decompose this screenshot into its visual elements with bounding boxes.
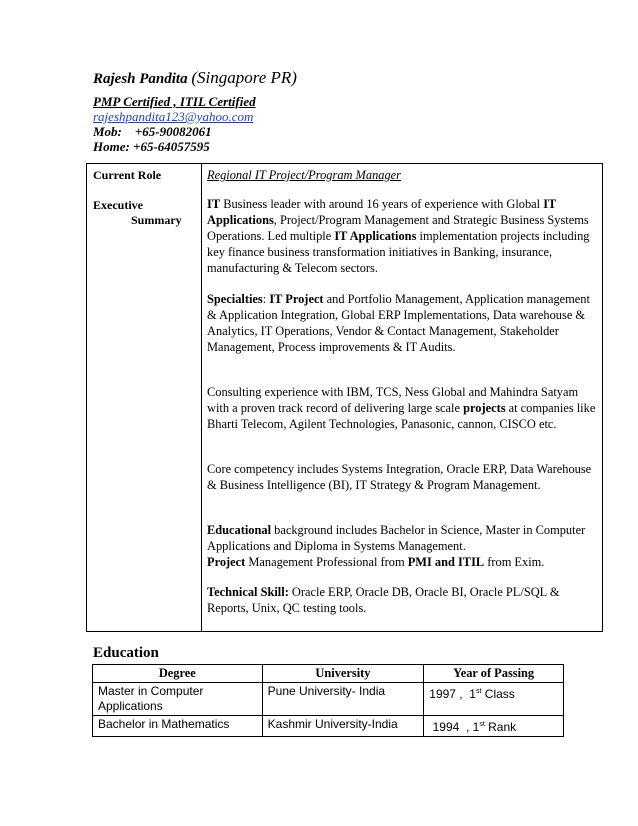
degree-header: Degree (93, 665, 263, 683)
current-role-value: Regional IT Project/Program Manager (207, 168, 401, 182)
certifications: PMP Certified , ITIL Certified (93, 94, 256, 109)
educational-paragraph: Educational background includes Bachelor in Science, Master in Computer Applications and Diploma in Systems Management. Project Management Professional from PMI and ITIL from Exim. (207, 523, 586, 569)
summary-divider (201, 163, 202, 632)
email-link[interactable]: rajeshpandita123@yahoo.com (93, 109, 254, 124)
mobile-number: Mob: +65-90082061 (93, 124, 212, 139)
summary-label: Summary (131, 213, 182, 227)
university-cell: Kashmir University-India (262, 716, 424, 737)
education-header-row (93, 665, 564, 683)
university-cell: Pune University- India (262, 683, 424, 716)
home-number: Home: +65-64057595 (93, 139, 210, 154)
education-heading: Education (93, 645, 159, 661)
year-header: Year of Passing (424, 665, 564, 683)
consulting-paragraph: Consulting experience with IBM, TCS, Ness Global and Mahindra Satyam with a proven track record of delivering large scale projects at companies like Bharti Telecom, Agilent Technologies, Panasonic, cannon, CISCO etc. (207, 385, 596, 431)
current-role-label: Current Role (93, 168, 162, 182)
year-cell: 1994 , 1st Rank (424, 716, 564, 737)
location-text: (Singapore PR) (191, 68, 297, 87)
degree-cell: Bachelor in Mathematics (93, 716, 263, 737)
specialties-paragraph: Specialties: IT Project and Portfolio Management, Application management & Application Integration, Global ERP Implementations, Data warehouse & Analytics, IT Operations, Vendor & Contact Management, Stakeholder Management, Process improvements & IT Audits. (207, 292, 590, 354)
candidate-name (93, 70, 297, 87)
name-text: Rajesh Pandita (93, 71, 188, 87)
table-row (93, 716, 564, 737)
university-header: University (262, 665, 424, 683)
executive-label: Executive (93, 198, 143, 212)
education-table (92, 664, 564, 737)
technical-skill-paragraph: Technical Skill: Oracle ERP, Oracle DB, Oracle BI, Oracle PL/SQL & Reports, Unix, QC testing tools. (207, 585, 560, 615)
degree-cell: Master in Computer Applications (93, 683, 263, 716)
core-competency-paragraph: Core competency includes Systems Integration, Oracle ERP, Data Warehouse & Business Intelligence (BI), IT Strategy & Program Management. (207, 462, 592, 492)
summary-paragraph-1: IT Business leader with around 16 years of experience with Global IT Applications, Project/Program Management and Strategic Business Systems Operations. Led multiple IT Applications implementation projects including key finance business transformation initiatives in Banking, insurance, manufacturing & Telecom sectors. (207, 197, 590, 275)
table-row (93, 683, 564, 716)
year-cell: 1997 , 1st Class (424, 683, 564, 716)
